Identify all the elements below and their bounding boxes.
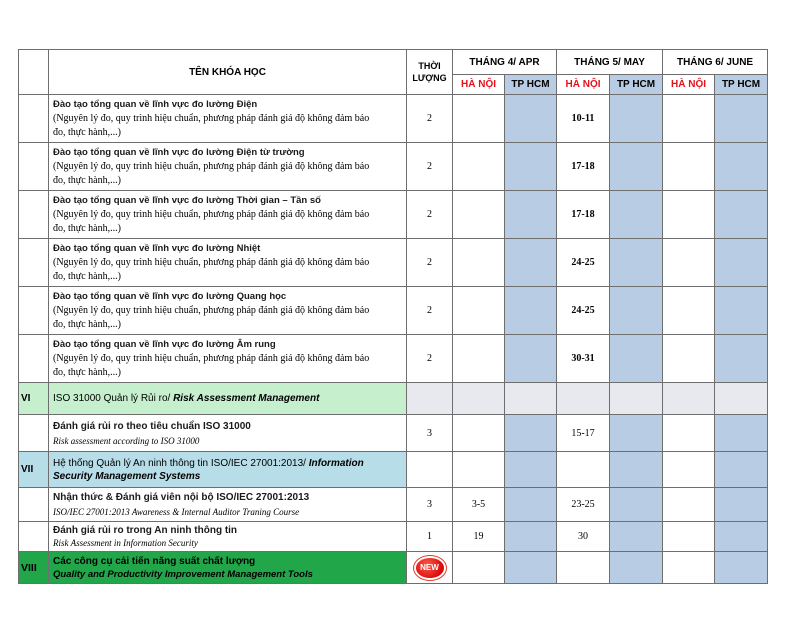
section-row-viii xyxy=(19,552,768,584)
table-row xyxy=(19,287,768,335)
section-title xyxy=(49,383,407,415)
header-roman-cell xyxy=(19,50,49,95)
course-title: Đào tạo tổng quan về lĩnh vực đo lường Nhiệt xyxy=(53,243,261,254)
table-row xyxy=(19,488,768,522)
course-name-header: TÊN KHÓA HỌC xyxy=(49,50,407,95)
city-header-june-hcm: TP HCM xyxy=(715,75,768,95)
duration-cell: 2 xyxy=(407,335,453,383)
duration-cell: 1 xyxy=(407,522,453,552)
section-title-vi: Các công cụ cải tiến năng suất chất lượng xyxy=(53,555,256,567)
table-row xyxy=(19,191,768,239)
section-number: VII xyxy=(19,452,49,488)
course-cell xyxy=(49,415,407,452)
course-cell xyxy=(49,488,407,522)
course-cell xyxy=(49,335,407,383)
new-badge-icon: NEW xyxy=(416,558,444,578)
table-row xyxy=(19,415,768,452)
month-header-june: THÁNG 6/ JUNE xyxy=(663,50,768,75)
section-title xyxy=(49,552,407,584)
section-title-en: Quality and Productivity Improvement Management Tools xyxy=(53,568,313,580)
date-cell: 30-31 xyxy=(557,335,610,383)
table-row xyxy=(19,143,768,191)
section-number: VI xyxy=(19,383,49,415)
course-cell xyxy=(49,143,407,191)
course-desc: đo, thực hành,...) xyxy=(53,127,121,138)
course-desc: (Nguyên lý đo, quy trình hiệu chuẩn, phương pháp đánh giá độ không đảm bảo xyxy=(53,209,370,220)
course-title-en: Risk assessment according to ISO 31000 xyxy=(53,435,200,446)
date-cell: 10-11 xyxy=(557,95,610,143)
table-row xyxy=(19,522,768,552)
date-cell: 24-25 xyxy=(557,239,610,287)
course-title: Đánh giá rủi ro theo tiêu chuẩn ISO 31000 xyxy=(53,420,251,432)
course-desc: đo, thực hành,...) xyxy=(53,319,121,330)
duration-cell: 2 xyxy=(407,239,453,287)
training-schedule-table xyxy=(18,49,768,584)
duration-cell: 2 xyxy=(407,95,453,143)
section-row-vii xyxy=(19,452,768,488)
course-desc: (Nguyên lý đo, quy trình hiệu chuẩn, phương pháp đánh giá độ không đảm bảo xyxy=(53,305,370,316)
table-row xyxy=(19,239,768,287)
date-cell: 19 xyxy=(453,522,505,552)
course-title: Nhận thức & Đánh giá viên nội bộ ISO/IEC 27001:2013 xyxy=(53,492,310,503)
course-title: Đào tạo tổng quan về lĩnh vực đo lường Thời gian – Tần số xyxy=(53,195,321,206)
section-title-en: Information xyxy=(308,457,364,469)
course-desc: đo, thực hành,...) xyxy=(53,367,121,378)
course-desc: (Nguyên lý đo, quy trình hiệu chuẩn, phương pháp đánh giá độ không đảm bảo xyxy=(53,113,370,124)
course-title: Đào tạo tổng quan về lĩnh vực đo lường Âm rung xyxy=(53,339,276,350)
duration-header-line2: LƯỢNG xyxy=(412,73,447,83)
course-title: Đào tạo tổng quan về lĩnh vực đo lường Điện xyxy=(53,99,258,110)
date-cell: 15-17 xyxy=(557,415,610,452)
table-row xyxy=(19,335,768,383)
duration-header-line1: THỜI xyxy=(418,61,441,71)
section-title-vi: Hệ thống Quản lý An ninh thông tin ISO/IEC 27001:2013/ xyxy=(53,457,309,469)
date-cell: 17-18 xyxy=(557,143,610,191)
month-header-may: THÁNG 5/ MAY xyxy=(557,50,663,75)
city-header-may-hanoi: HÀ NỘI xyxy=(557,75,610,95)
course-desc: (Nguyên lý đo, quy trình hiệu chuẩn, phương pháp đánh giá độ không đảm bảo xyxy=(53,161,370,172)
section-row-vi xyxy=(19,383,768,415)
duration-header xyxy=(407,50,453,95)
course-cell xyxy=(49,239,407,287)
city-header-apr-hcm: TP HCM xyxy=(505,75,557,95)
course-desc: đo, thực hành,...) xyxy=(53,223,121,234)
duration-cell: 2 xyxy=(407,143,453,191)
course-cell xyxy=(49,191,407,239)
city-header-may-hcm: TP HCM xyxy=(610,75,663,95)
section-number: VIII xyxy=(19,552,49,584)
duration-cell: 3 xyxy=(407,415,453,452)
section-title-vi: ISO 31000 Quản lý Rủi ro/ xyxy=(53,393,174,404)
course-title: Đánh giá rủi ro trong An ninh thông tin xyxy=(53,525,238,536)
course-desc: (Nguyên lý đo, quy trình hiệu chuẩn, phương pháp đánh giá độ không đảm bảo xyxy=(53,257,370,268)
header-row xyxy=(19,50,768,75)
course-desc: (Nguyên lý đo, quy trình hiệu chuẩn, phương pháp đánh giá độ không đảm bảo xyxy=(53,353,370,364)
date-cell: 23-25 xyxy=(557,488,610,522)
table-row xyxy=(19,95,768,143)
course-title: Đào tạo tổng quan về lĩnh vực đo lường Quang học xyxy=(53,291,287,302)
course-cell xyxy=(49,287,407,335)
section-title xyxy=(49,452,407,488)
duration-cell: 2 xyxy=(407,191,453,239)
section-title-en: Risk Assessment Management xyxy=(173,393,320,404)
duration-cell: 3 xyxy=(407,488,453,522)
date-cell: 24-25 xyxy=(557,287,610,335)
city-header-apr-hanoi: HÀ NỘI xyxy=(453,75,505,95)
course-desc: đo, thực hành,...) xyxy=(53,175,121,186)
city-header-june-hanoi: HÀ NỘI xyxy=(663,75,715,95)
date-cell: 30 xyxy=(557,522,610,552)
date-cell: 17-18 xyxy=(557,191,610,239)
new-badge-cell xyxy=(407,552,453,584)
course-title-en: ISO/IEC 27001:2013 Awareness & Internal Auditor Traning Course xyxy=(53,507,300,517)
month-header-apr: THÁNG 4/ APR xyxy=(453,50,557,75)
date-cell: 3-5 xyxy=(453,488,505,522)
course-title: Đào tạo tổng quan về lĩnh vực đo lường Điện từ trường xyxy=(53,147,305,158)
section-title-en: Security Management Systems xyxy=(53,470,201,482)
course-cell xyxy=(49,95,407,143)
course-desc: đo, thực hành,...) xyxy=(53,271,121,282)
duration-cell: 2 xyxy=(407,287,453,335)
course-title-en: Risk Assessment in Information Security xyxy=(53,538,198,548)
course-cell xyxy=(49,522,407,552)
